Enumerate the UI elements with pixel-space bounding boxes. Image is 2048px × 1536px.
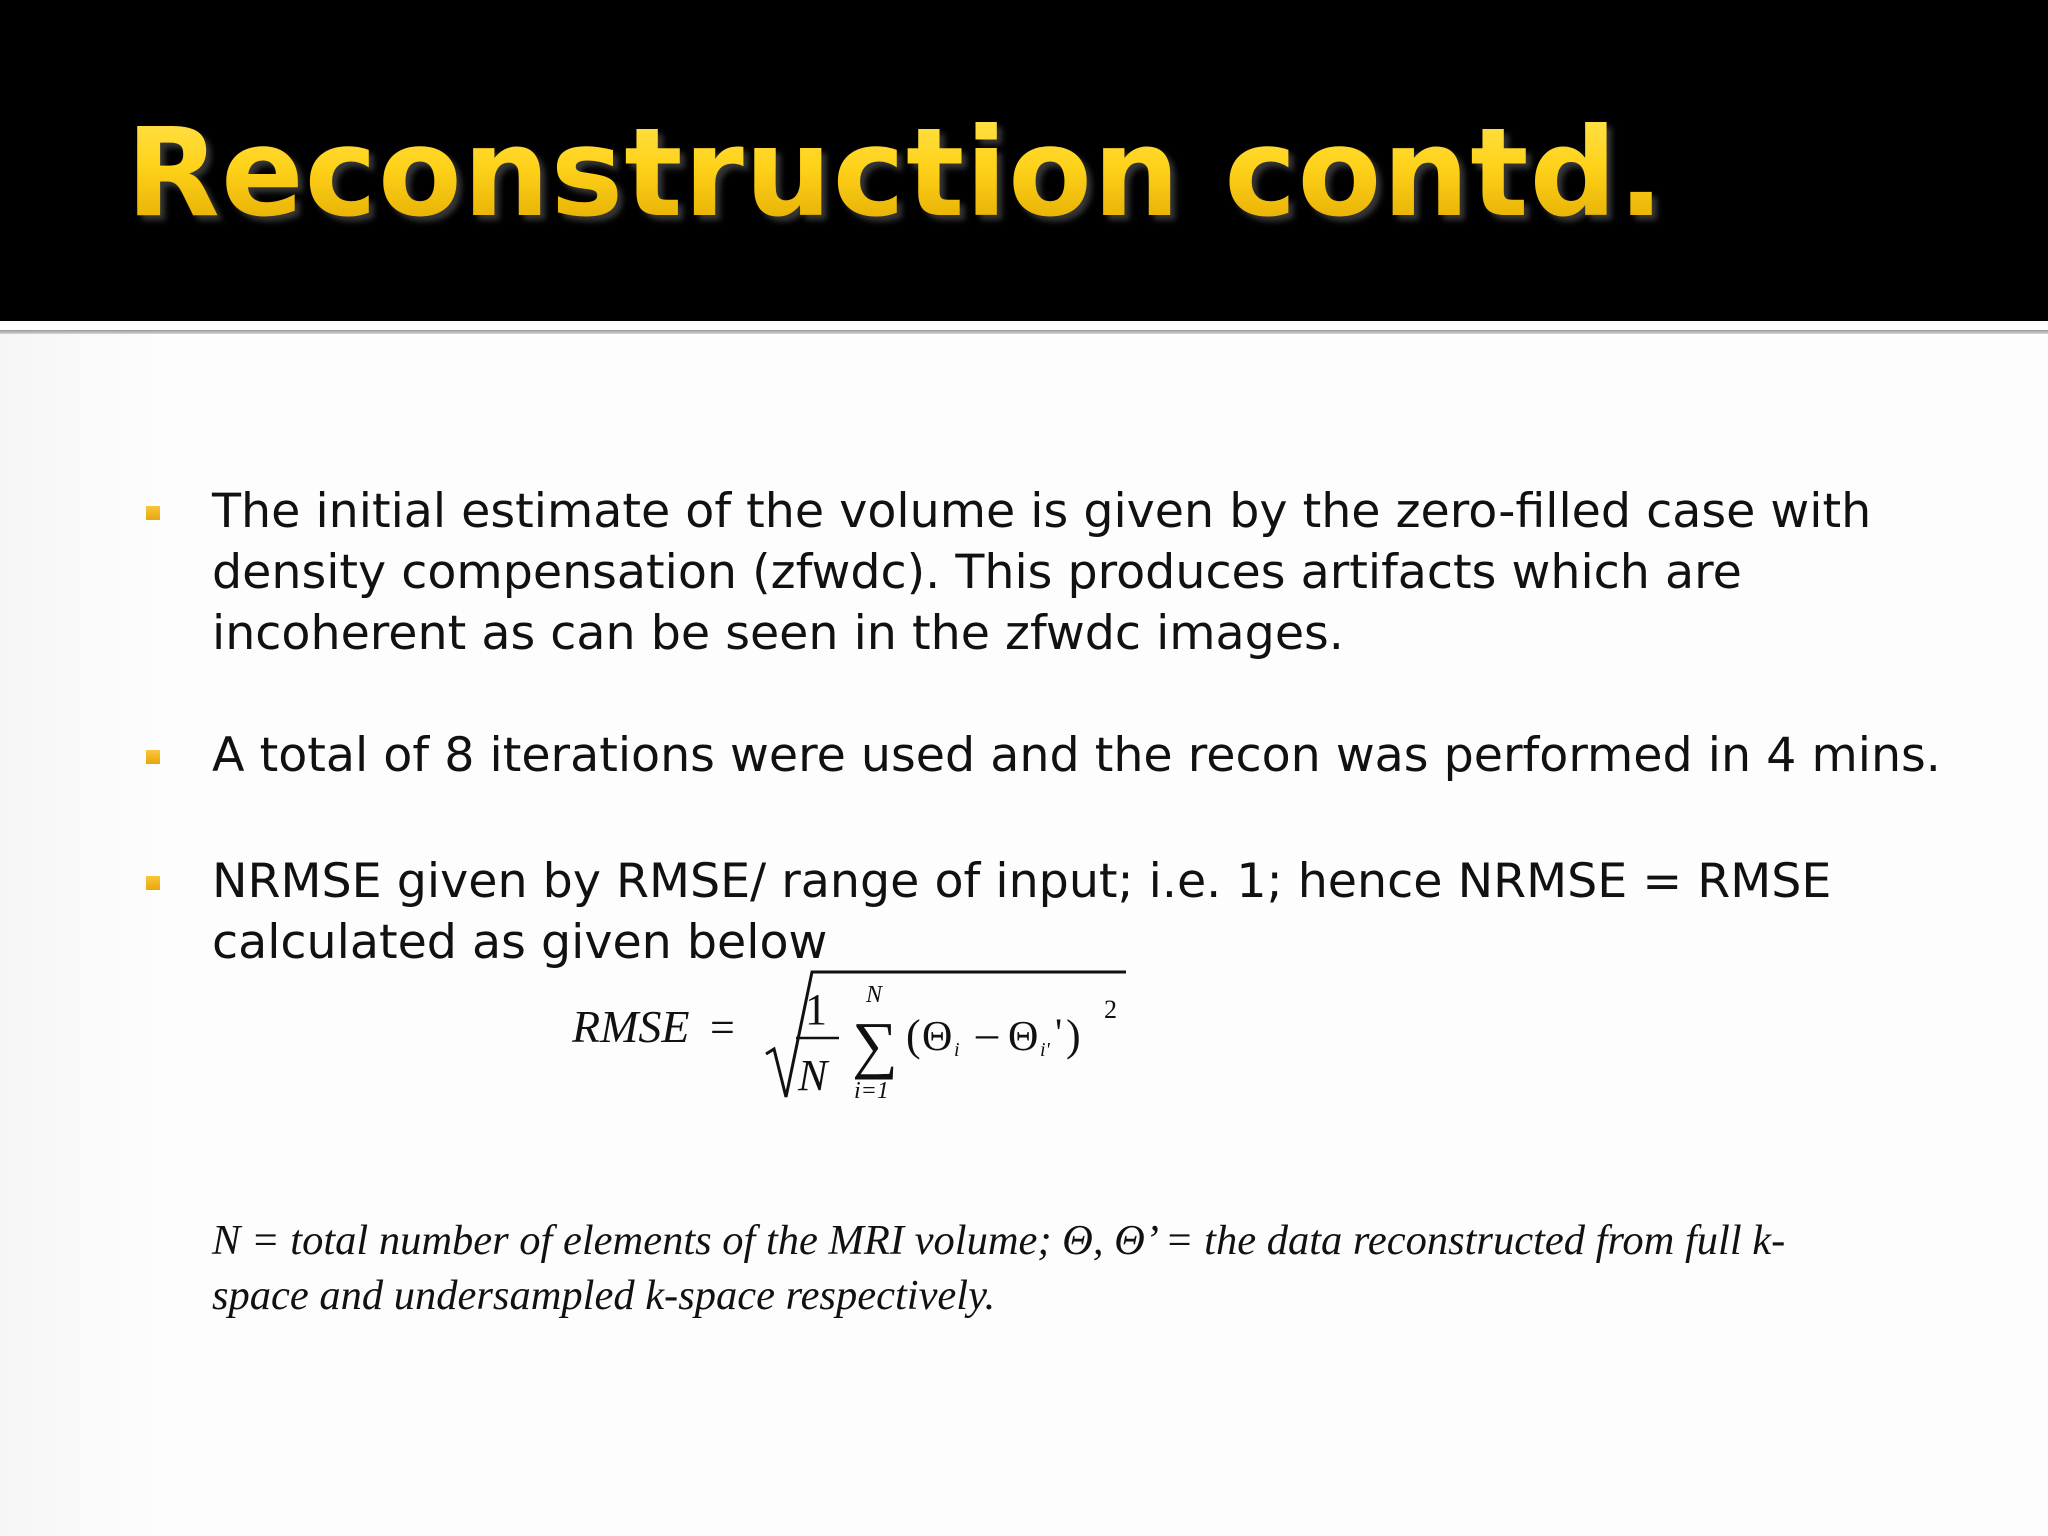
- bullet-3-line-1: NRMSE given by RMSE/ range of input; i.e. 1; hence NRMSE = RMSE: [212, 854, 1832, 909]
- rmse-formula: [560, 966, 1140, 1106]
- exponent: 2: [1104, 995, 1117, 1024]
- minus-sign: –: [976, 1009, 998, 1058]
- fraction-denominator: N: [798, 1051, 828, 1100]
- sum-lower-limit: i=1: [854, 1078, 889, 1104]
- bullet-marker-3: [146, 876, 160, 890]
- bullet-marker-2: [146, 750, 160, 764]
- sum-upper-limit: N: [866, 982, 883, 1008]
- bullet-1-line-3: incoherent as can be seen in the zfwdc images.: [212, 606, 1344, 661]
- bullet-3-line-2: calculated as given below: [212, 915, 828, 970]
- bullet-2-line-1: A total of 8 iterations were used and the recon was performed in 4 mins.: [212, 728, 1941, 783]
- definition-line-1: N = total number of elements of the MRI volume; Θ, Θ’ = the data reconstructed from full k-: [212, 1217, 1786, 1264]
- theta-full: Θ: [922, 1014, 953, 1060]
- theta-subscript: i: [954, 1039, 960, 1061]
- formula-lhs: RMSE: [572, 1001, 690, 1052]
- sum-symbol: ∑: [852, 1009, 898, 1080]
- title-divider: [0, 321, 2048, 330]
- definition-line-2: space and undersampled k-space respectively.: [212, 1272, 996, 1319]
- term-open-paren: (: [906, 1011, 921, 1060]
- slide-title: Reconstruction contd.: [126, 102, 1666, 244]
- theta-undersampled: Θ: [1008, 1014, 1039, 1060]
- title-divider-shadow: [0, 330, 2048, 334]
- bullet-marker-1: [146, 506, 160, 520]
- theta-prime-subscript: i': [1040, 1039, 1050, 1061]
- bullet-1-line-2: density compensation (zfwdc). This produces artifacts which are: [212, 545, 1742, 600]
- prime-mark: ': [1055, 1010, 1063, 1055]
- title-bar: [0, 0, 2048, 321]
- term-close-paren: ): [1066, 1011, 1081, 1060]
- formula-equals: =: [710, 1003, 735, 1052]
- bullet-1-line-1: The initial estimate of the volume is given by the zero-filled case with: [212, 484, 1872, 539]
- side-shade: [0, 334, 160, 1536]
- fraction-numerator: 1: [805, 985, 827, 1034]
- rmse-formula-graphic: [560, 966, 1140, 1106]
